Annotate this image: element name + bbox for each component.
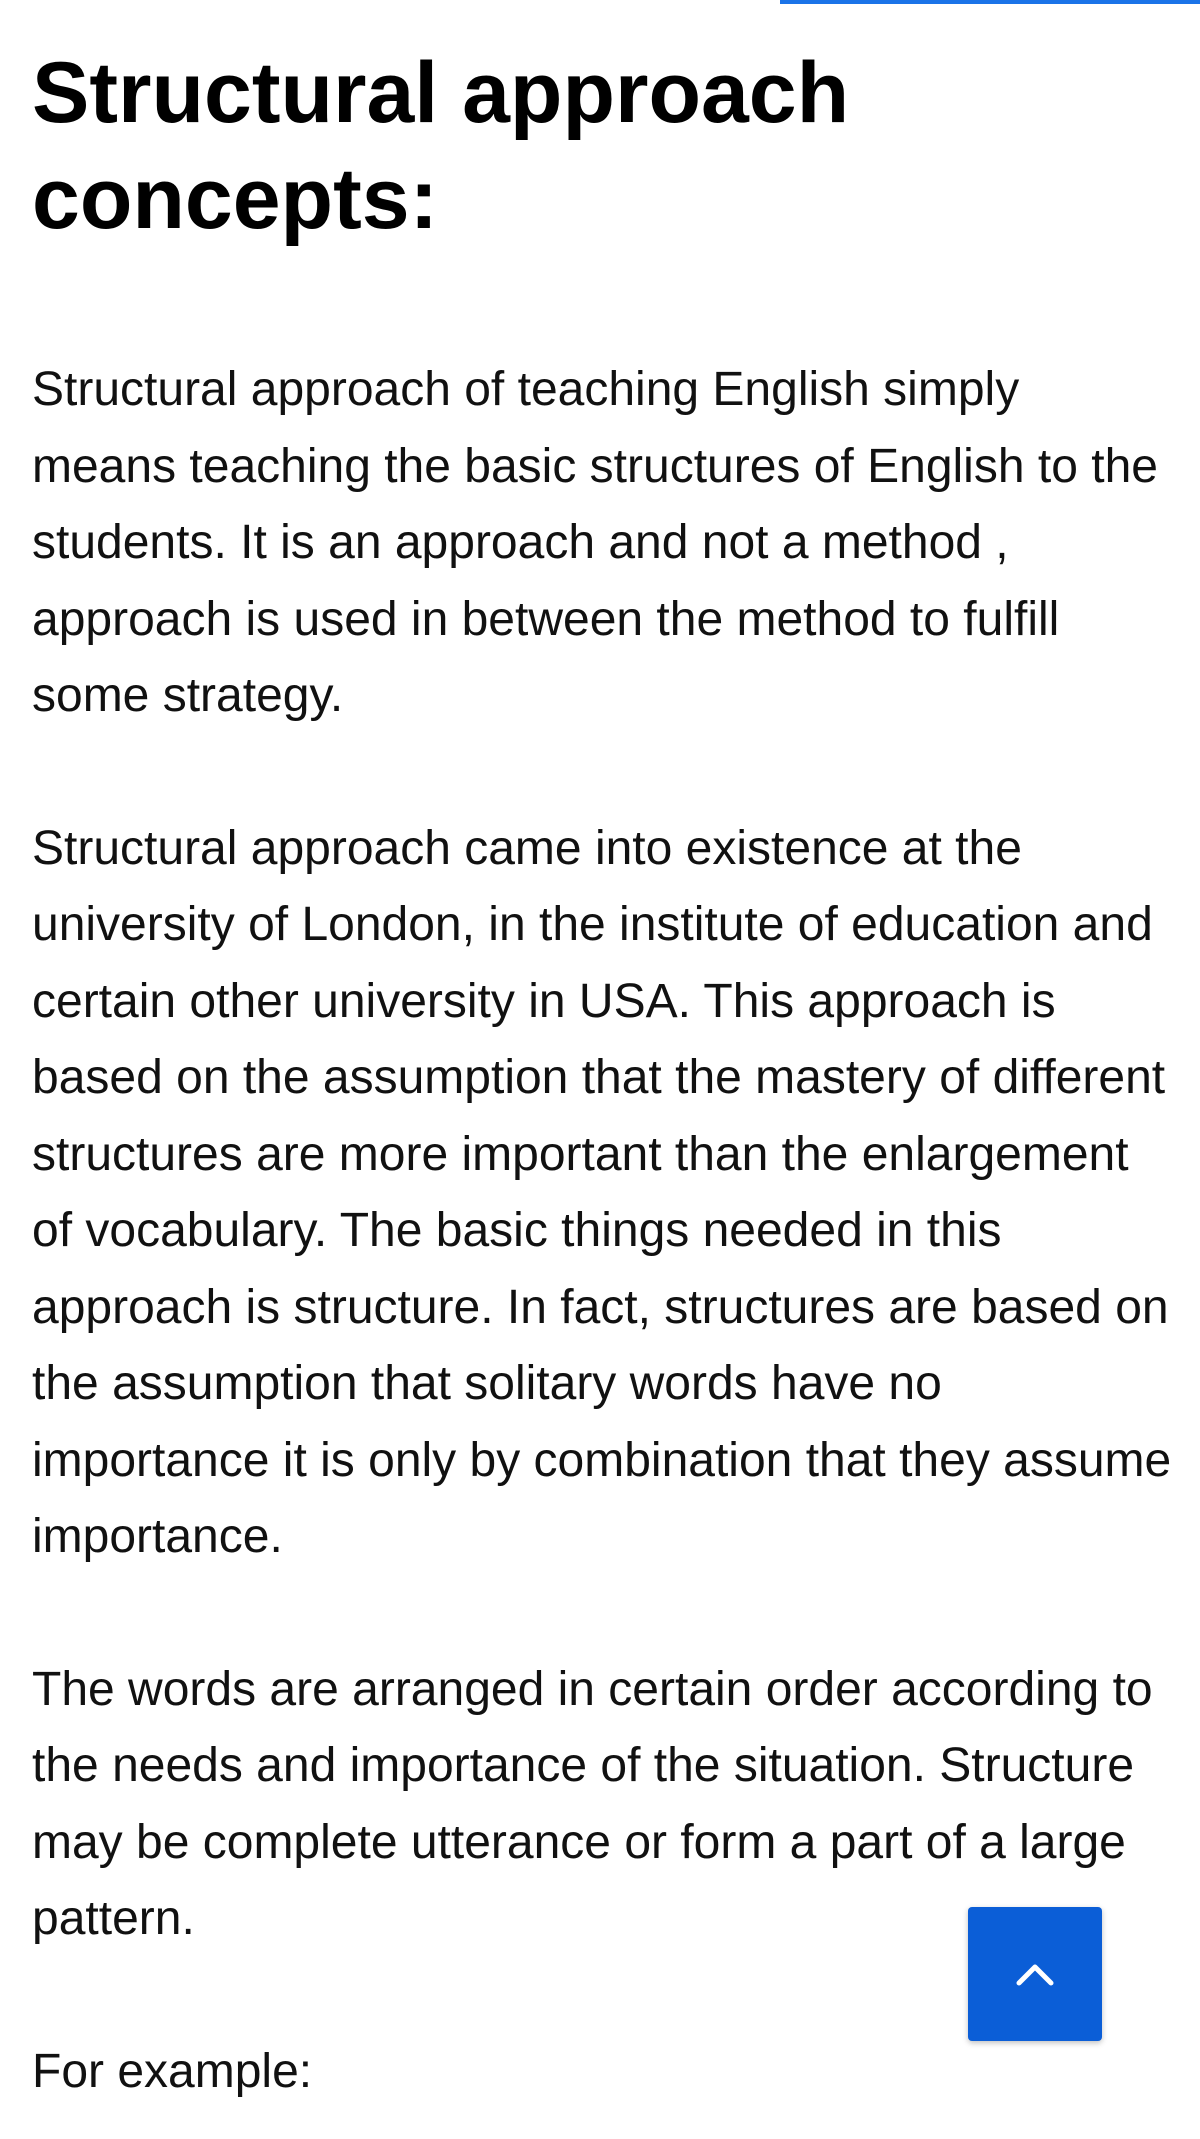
article-paragraph: For example: bbox=[32, 2044, 313, 2098]
article-content bbox=[32, 0, 1172, 2110]
article-paragraph: The words are arranged in certain order according to the needs and importance of the situation. Structure may be complete utterance or form a part of a large pattern. bbox=[32, 1662, 1153, 1945]
chevron-up-icon bbox=[1015, 1961, 1055, 1987]
page-title: Structural approach concepts: bbox=[32, 45, 850, 247]
article-paragraph: Structural approach of teaching English simply means teaching the basic structures of English to the students. It is an approach and not a method , approach is used in between the method to fulfill some strategy. bbox=[32, 363, 1158, 722]
article-paragraph: Structural approach came into existence at the university of London, in the institute of education and certain other university in USA. This approach is based on the assumption that the mastery of different structures are more important than the enlargement of vocabulary. The basic things needed in this approach is structure. In fact, structures are based on the assumption that solitary words have no importance it is only by combination that they assume importance. bbox=[32, 821, 1172, 1563]
scroll-to-top-button[interactable] bbox=[968, 1907, 1102, 2041]
